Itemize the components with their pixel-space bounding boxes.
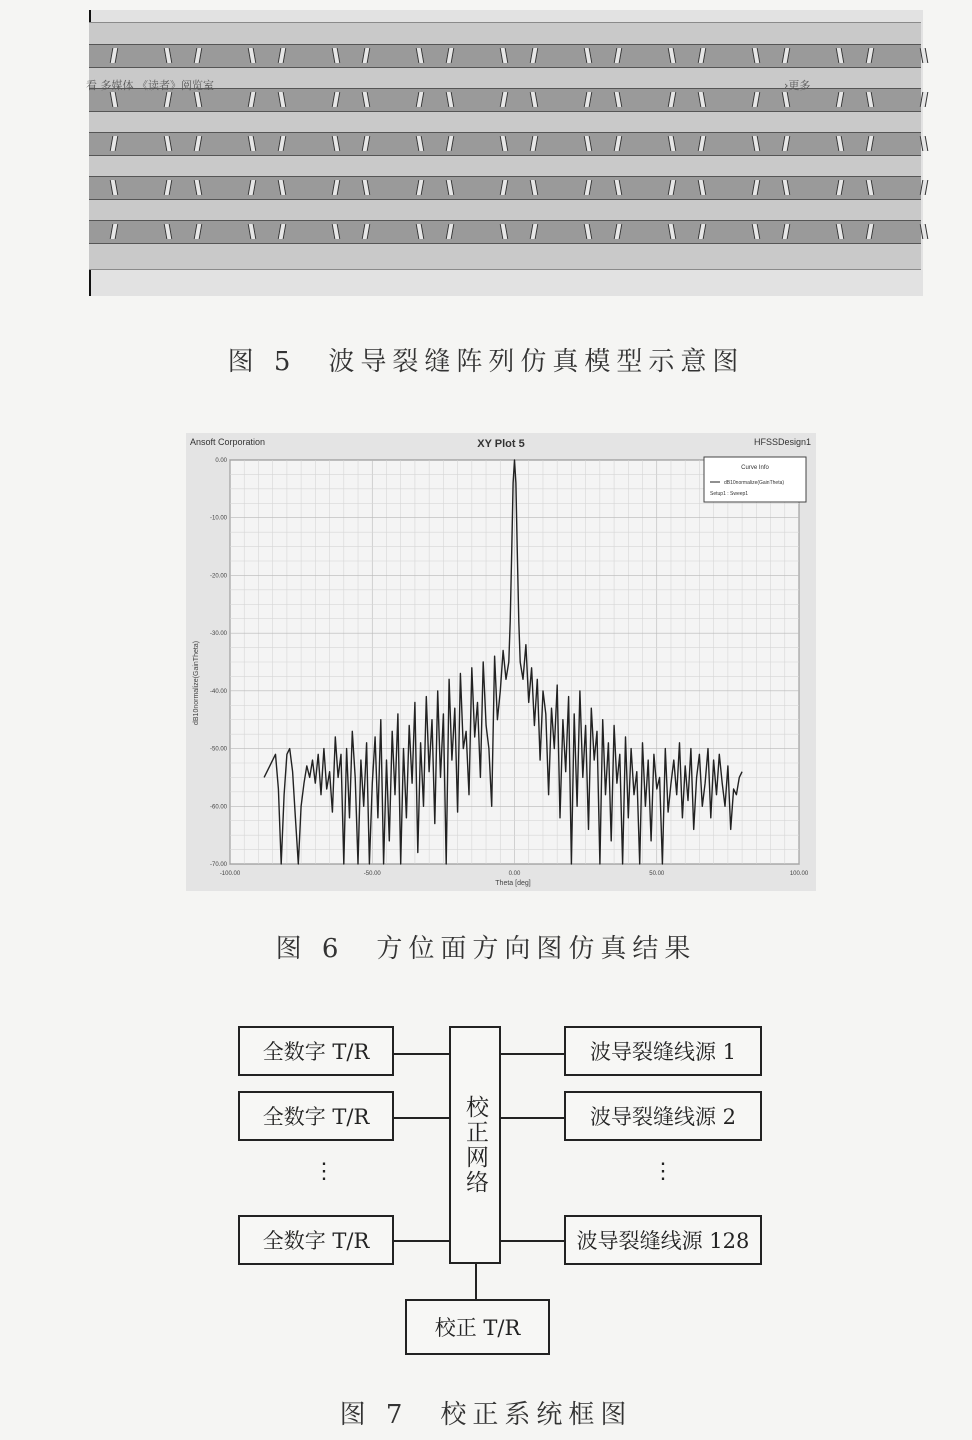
slot-source-2: 波导裂缝线源 2 [564, 1091, 762, 1141]
chart-legend [704, 457, 806, 502]
radiating-slot [782, 224, 791, 239]
waveguide-row [89, 132, 921, 156]
radiating-slot [530, 136, 539, 151]
radiating-slot [530, 92, 539, 107]
slot-source-128: 波导裂缝线源 128 [564, 1215, 762, 1265]
radiating-slot [500, 180, 509, 195]
slot-source-1: 波导裂缝线源 1 [564, 1026, 762, 1076]
plot-area [210, 458, 809, 877]
x-tick-label: 0.00 [508, 871, 521, 877]
radiating-slot [110, 180, 119, 195]
radiating-slot [278, 136, 287, 151]
radiating-slot [782, 48, 791, 63]
radiating-slot [614, 48, 623, 63]
radiating-slot [332, 136, 341, 151]
radiating-slot [164, 180, 173, 195]
radiating-slot [362, 92, 371, 107]
radiating-slot [164, 92, 173, 107]
radiating-slot [194, 180, 203, 195]
radiating-slot [866, 136, 875, 151]
radiating-slot [278, 224, 287, 239]
radiating-slot [752, 92, 761, 107]
y-tick-label: -60.00 [209, 804, 227, 811]
radiating-slot [362, 224, 371, 239]
connector [501, 1117, 565, 1119]
radiating-slot [332, 92, 341, 107]
radiating-slot [110, 136, 119, 151]
calibration-network-label: 校正网络 [462, 1095, 488, 1195]
radiating-slot [248, 92, 257, 107]
radiating-slot [698, 224, 707, 239]
x-tick-label: 100.00 [789, 871, 809, 877]
radiating-slot [416, 180, 425, 195]
radiating-slot [866, 92, 875, 107]
waveguide-row [89, 176, 921, 200]
overlay-nav-text: 看 多媒体 《读者》阅览室 [86, 79, 214, 92]
radiating-slot [194, 48, 203, 63]
figure-6-caption: 图 6 方位面方向图仿真结果 [275, 934, 697, 964]
radiating-slot [782, 92, 791, 107]
radiating-slot [782, 136, 791, 151]
tr-block-128: 全数字 T/R [238, 1215, 394, 1265]
radiating-slot [332, 224, 341, 239]
connector [394, 1240, 450, 1242]
x-tick-label: -50.00 [363, 871, 381, 877]
dielectric-strip [89, 242, 921, 270]
radiating-slot [836, 136, 845, 151]
radiating-slot [446, 180, 455, 195]
radiating-slot [446, 92, 455, 107]
radiating-slot [446, 48, 455, 63]
chart-title: XY Plot 5 [477, 438, 525, 450]
radiating-slot [584, 92, 593, 107]
radiating-slot [416, 224, 425, 239]
radiating-slot [920, 92, 929, 107]
radiating-slot [332, 48, 341, 63]
radiating-slot [278, 180, 287, 195]
x-tick-label: 50.00 [649, 871, 665, 877]
radiating-slot [500, 92, 509, 107]
y-tick-label: 0.00 [215, 458, 227, 464]
radiating-slot [698, 92, 707, 107]
y-tick-label: -30.00 [209, 631, 227, 638]
radiating-slot [248, 48, 257, 63]
radiating-slot [416, 48, 425, 63]
legend-entry-0: dB10normalize(GainTheta) [724, 480, 785, 486]
radiating-slot [752, 224, 761, 239]
radiating-slot [920, 180, 929, 195]
radiating-slot [110, 224, 119, 239]
connector [475, 1264, 477, 1300]
radiating-slot [698, 48, 707, 63]
figure-7-block-diagram [0, 1010, 972, 1390]
radiating-slot [698, 136, 707, 151]
y-tick-label: -10.00 [209, 515, 227, 522]
y-tick-label: -20.00 [209, 573, 227, 580]
radiating-slot [866, 48, 875, 63]
radiating-slot [530, 180, 539, 195]
radiating-slot [920, 136, 929, 151]
source-ellipsis: ⋮ [652, 1159, 674, 1184]
radiating-slot [164, 224, 173, 239]
calibration-network-block [449, 1026, 501, 1264]
radiating-slot [278, 92, 287, 107]
legend-title: Curve Info [741, 465, 769, 471]
radiating-slot [614, 224, 623, 239]
radiating-slot [500, 224, 509, 239]
waveguide-row [89, 44, 921, 68]
radiating-slot [698, 180, 707, 195]
radiating-slot [446, 224, 455, 239]
radiating-slot [782, 180, 791, 195]
radiating-slot [164, 48, 173, 63]
radiating-slot [752, 136, 761, 151]
calibration-tr-block: 校正 T/R [405, 1299, 550, 1355]
x-tick-label: -100.00 [219, 871, 241, 877]
radiating-slot [416, 136, 425, 151]
radiating-slot [920, 48, 929, 63]
radiating-slot [668, 180, 677, 195]
radiating-slot [668, 224, 677, 239]
overlay-more-link: ›更多 [784, 79, 811, 92]
radiating-slot [668, 48, 677, 63]
radiating-slot [614, 92, 623, 107]
tr-block-1: 全数字 T/R [238, 1026, 394, 1076]
radiating-slot [194, 224, 203, 239]
radiating-slot [194, 136, 203, 151]
radiating-slot [920, 224, 929, 239]
radiating-slot [836, 224, 845, 239]
plot-svg [186, 433, 816, 891]
radiating-slot [752, 48, 761, 63]
radiating-slot [668, 92, 677, 107]
tr-ellipsis: ⋮ [313, 1159, 335, 1184]
connector [394, 1117, 450, 1119]
radiating-slot [866, 224, 875, 239]
radiating-slot [164, 136, 173, 151]
radiating-slot [446, 136, 455, 151]
y-tick-label: -40.00 [209, 688, 227, 695]
radiating-slot [614, 180, 623, 195]
radiating-slot [248, 180, 257, 195]
radiating-slot [248, 224, 257, 239]
radiating-slot [530, 48, 539, 63]
radiating-slot [332, 180, 341, 195]
radiating-slot [530, 224, 539, 239]
radiating-slot [362, 48, 371, 63]
radiating-slot [836, 92, 845, 107]
radiating-slot [110, 48, 119, 63]
radiating-slot [278, 48, 287, 63]
y-tick-label: -50.00 [209, 746, 227, 753]
connector [501, 1240, 565, 1242]
radiating-slot [668, 136, 677, 151]
connector [501, 1053, 565, 1055]
radiating-slot [248, 136, 257, 151]
radiating-slot [584, 136, 593, 151]
radiating-slot [194, 92, 203, 107]
radiating-slot [836, 48, 845, 63]
x-axis-label: Theta [deg] [495, 880, 531, 887]
radiating-slot [584, 224, 593, 239]
y-tick-label: -70.00 [209, 862, 227, 868]
connector [394, 1053, 450, 1055]
figure-6-xy-plot [186, 433, 816, 891]
radiating-slot [614, 136, 623, 151]
tr-block-2: 全数字 T/R [238, 1091, 394, 1141]
legend-entry-1: Setup1 : Sweep1 [710, 491, 749, 497]
y-axis-label: dB10normalize(GainTheta) [193, 640, 200, 726]
radiating-slot [500, 136, 509, 151]
waveguide-row [89, 220, 921, 244]
figure-7-caption: 图 7 校正系统框图 [339, 1400, 633, 1430]
radiating-slot [866, 180, 875, 195]
chart-corner-right: HFSSDesign1 [753, 437, 811, 447]
radiating-slot [836, 180, 845, 195]
figure-5-caption: 图 5 波导裂缝阵列仿真模型示意图 [227, 347, 745, 377]
chart-corner-left: Ansoft Corporation [190, 437, 266, 447]
radiating-slot [110, 92, 119, 107]
figure-5-slot-array-model [0, 0, 972, 300]
radiating-slot [752, 180, 761, 195]
radiating-slot [500, 48, 509, 63]
radiating-slot [584, 180, 593, 195]
radiating-slot [584, 48, 593, 63]
radiating-slot [362, 180, 371, 195]
radiating-slot [362, 136, 371, 151]
radiating-slot [416, 92, 425, 107]
